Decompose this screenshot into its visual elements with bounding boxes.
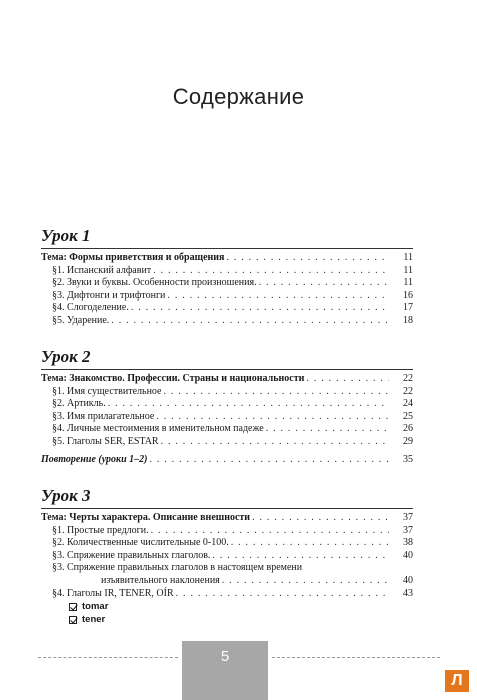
toc-review-label: Повторение (уроки 1–2) xyxy=(41,453,148,465)
page-ref: 17 xyxy=(403,302,413,314)
toc-entry-label: §4. Слогоделение. xyxy=(52,302,129,314)
page-ref: 11 xyxy=(403,277,413,289)
page-number-band xyxy=(182,641,268,700)
page-title: Содержание xyxy=(172,84,305,109)
toc-entry-label: §3. Дифтонги и трифтонги xyxy=(52,289,166,301)
toc-entry-label: §2. Артикль. xyxy=(52,398,106,410)
checklist-label: tener xyxy=(82,614,106,626)
footer-dashed-line xyxy=(272,657,440,658)
leader-dots xyxy=(259,277,389,290)
toc-entry[interactable] xyxy=(41,525,413,538)
checklist-label: tomar xyxy=(82,601,109,613)
toc-theme-label: Тема: Черты характера. Описание внешности xyxy=(41,512,251,523)
checkbox-checked-icon[interactable] xyxy=(69,616,77,624)
page-ref: 11 xyxy=(403,252,413,263)
footer-dashed-line xyxy=(38,657,178,658)
leader-dots xyxy=(108,398,389,411)
leader-dots xyxy=(111,315,389,328)
toc-entry-label: §5. Глаголы SER, ESTAR xyxy=(52,435,159,447)
toc-entry[interactable] xyxy=(41,315,413,328)
toc-entry-label: изъявительного наклонения xyxy=(101,574,220,586)
page-ref: 29 xyxy=(403,435,413,447)
leader-dots xyxy=(156,411,389,424)
page-ref: 40 xyxy=(403,574,413,586)
page-ref: 40 xyxy=(403,549,413,561)
divider xyxy=(41,248,413,249)
page-ref: 11 xyxy=(403,264,413,276)
leader-dots xyxy=(176,588,389,601)
toc-theme-row[interactable] xyxy=(41,252,413,265)
leader-dots xyxy=(167,290,389,303)
toc-entry[interactable] xyxy=(41,550,413,563)
toc-theme-label: Тема: Знакомство. Профессии. Страны и национальности xyxy=(41,373,305,384)
checkbox-checked-icon[interactable] xyxy=(69,603,77,611)
toc-entry[interactable] xyxy=(41,290,413,303)
toc-entry[interactable] xyxy=(41,386,413,399)
toc-theme-label: Тема: Формы приветствия и обращения xyxy=(41,252,225,263)
divider xyxy=(41,369,413,370)
page-ref: 43 xyxy=(403,587,413,599)
toc-entry-label: §1. Испанский алфавит xyxy=(52,264,152,276)
toc-entry[interactable] xyxy=(41,436,413,449)
leader-dots xyxy=(149,454,389,467)
divider xyxy=(41,508,413,509)
toc-entry-label: §1. Простые предлоги. xyxy=(52,524,149,536)
logo-letter: Л xyxy=(451,672,463,689)
leader-dots xyxy=(231,537,389,550)
lesson-heading: Урок 2 xyxy=(41,347,91,366)
toc-theme-row[interactable] xyxy=(41,512,413,525)
page-ref: 22 xyxy=(403,373,413,384)
toc-entry[interactable] xyxy=(41,398,413,411)
toc-entry-label: §2. Звуки и буквы. Особенности произношения. xyxy=(52,277,257,289)
toc-entry[interactable] xyxy=(41,423,413,436)
toc-entry[interactable] xyxy=(41,265,413,278)
toc-entry-label: §5. Ударение. xyxy=(52,314,110,326)
page-ref: 24 xyxy=(403,398,413,410)
page-ref: 25 xyxy=(403,410,413,422)
leader-dots xyxy=(161,436,389,449)
page-ref: 18 xyxy=(403,314,413,326)
toc-entry-label: §2. Количественные числительные 0-100. xyxy=(52,537,229,549)
lesson-3-section xyxy=(41,487,413,626)
toc-entry-label: §1. Имя существительное xyxy=(52,385,162,397)
leader-dots xyxy=(164,386,390,399)
leader-dots xyxy=(306,373,389,386)
checklist-item[interactable] xyxy=(41,600,413,613)
leader-dots xyxy=(252,512,389,525)
toc-entry-continuation[interactable] xyxy=(41,575,413,588)
toc-entry-label: §3. Спряжение правильных глаголов в настоящем времени xyxy=(52,562,303,574)
toc-entry-label: §3. Имя прилагательное xyxy=(52,410,155,422)
page-number: 5 xyxy=(220,648,230,665)
page-ref: 35 xyxy=(403,453,413,465)
leader-dots xyxy=(266,423,389,436)
page-ref: 37 xyxy=(403,524,413,536)
toc-entry[interactable] xyxy=(41,588,413,601)
toc-entry[interactable] xyxy=(41,537,413,550)
toc-theme-row[interactable] xyxy=(41,373,413,386)
leader-dots xyxy=(222,575,389,588)
lesson-2-section xyxy=(41,348,413,466)
lesson-1-section xyxy=(41,227,413,328)
leader-dots xyxy=(212,550,389,563)
publisher-logo-icon xyxy=(445,670,469,692)
checklist-item[interactable] xyxy=(41,613,413,626)
page-ref: 38 xyxy=(403,537,413,549)
toc-entry[interactable] xyxy=(41,562,413,575)
page-ref: 37 xyxy=(403,512,413,523)
leader-dots xyxy=(151,525,389,538)
toc-entry[interactable] xyxy=(41,411,413,424)
page-ref: 16 xyxy=(403,289,413,301)
toc-entry-label: §3. Спряжение правильных глаголов. xyxy=(52,549,211,561)
toc-entry[interactable] xyxy=(41,302,413,315)
toc-entry-label: §4. Глаголы IR, TENER, OÍR xyxy=(52,587,174,599)
toc-review-row[interactable] xyxy=(41,454,413,467)
toc-entry-label: §4. Личные местоимения в именительном падеже xyxy=(52,423,264,435)
lesson-heading: Урок 1 xyxy=(41,226,91,245)
leader-dots xyxy=(226,252,389,265)
page-ref: 26 xyxy=(403,423,413,435)
leader-dots xyxy=(131,302,389,315)
leader-dots xyxy=(153,265,389,278)
lesson-heading: Урок 3 xyxy=(41,486,91,505)
page-ref: 22 xyxy=(403,385,413,397)
toc-entry[interactable] xyxy=(41,277,413,290)
